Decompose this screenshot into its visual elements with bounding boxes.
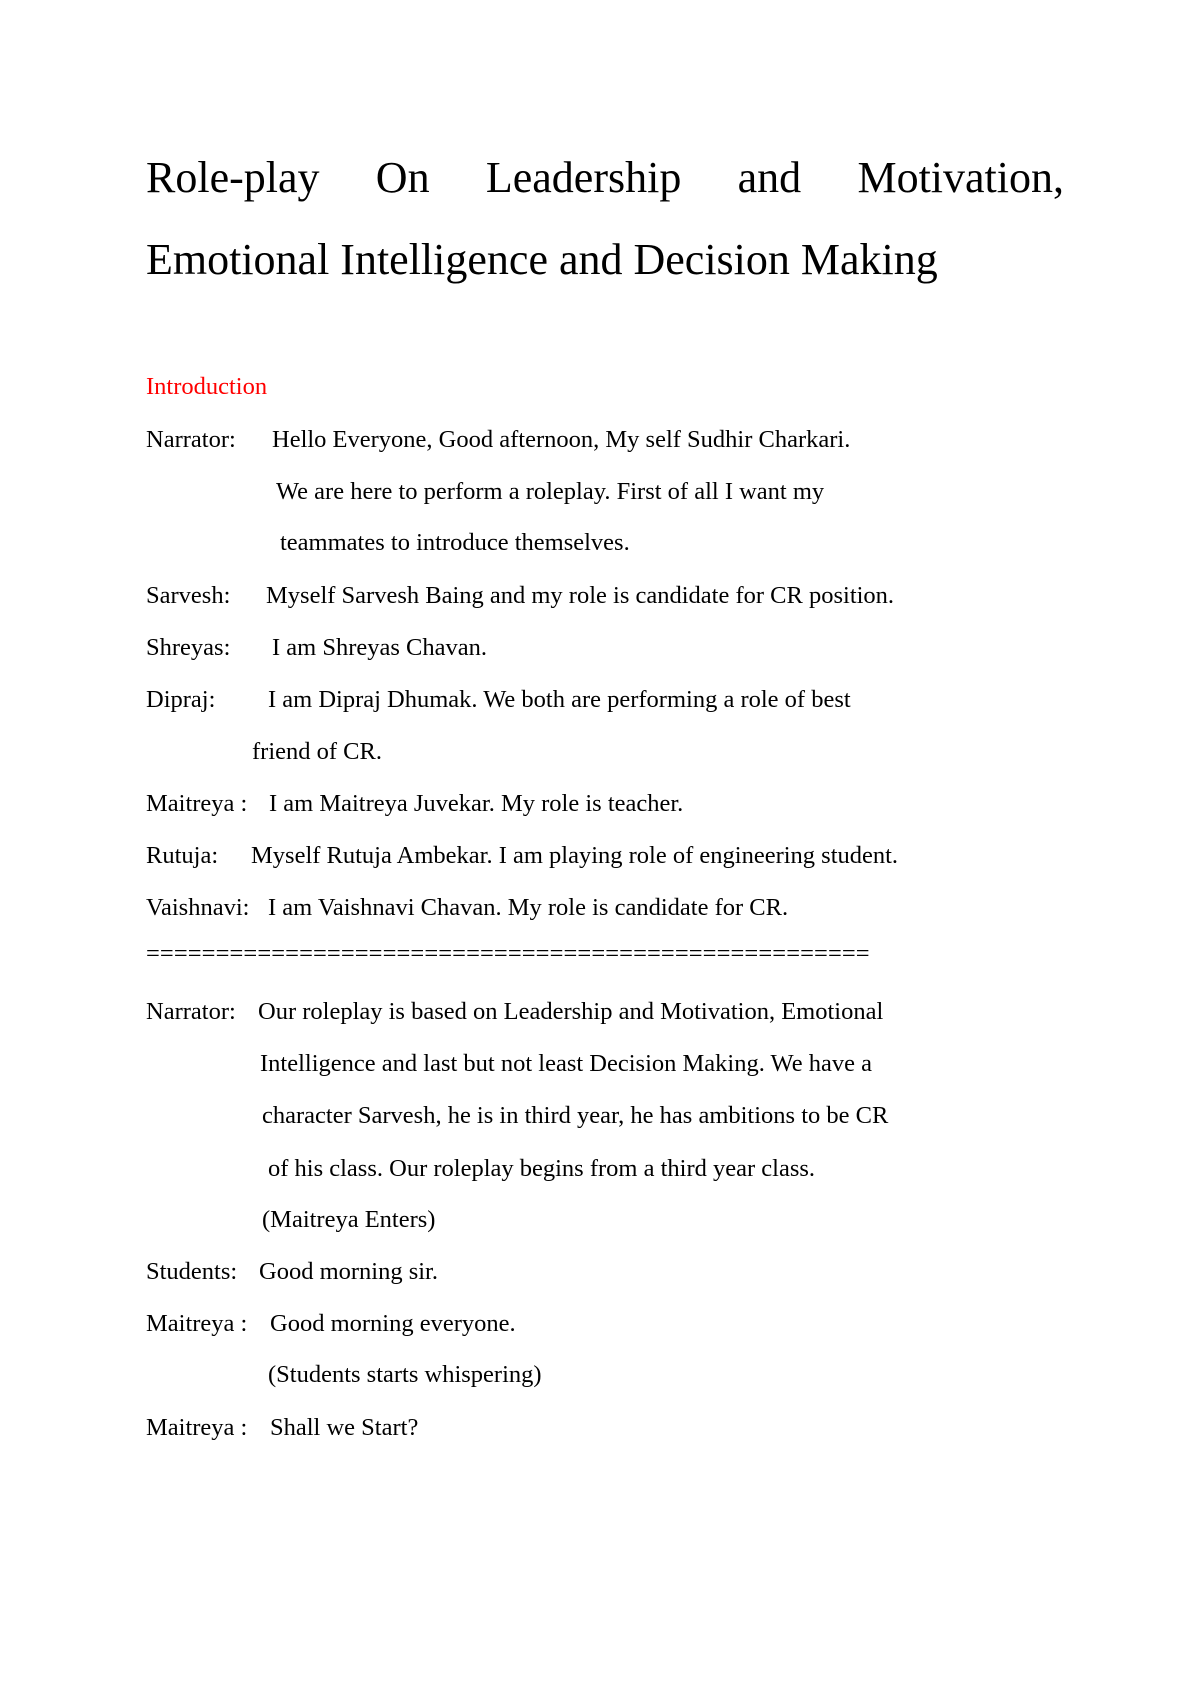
speaker-label: Narrator: xyxy=(146,426,236,453)
separator-line: ==================================================== xyxy=(146,940,870,967)
dialogue-line xyxy=(146,998,884,1025)
stage-direction: (Maitreya Enters) xyxy=(262,1206,436,1233)
dialogue-line xyxy=(146,1414,419,1441)
dialogue-text: I am Vaishnavi Chavan. My role is candidate for CR. xyxy=(268,894,789,921)
dialogue-line xyxy=(146,894,789,921)
speaker-label: Maitreya : xyxy=(146,1414,248,1441)
dialogue-line xyxy=(146,582,895,609)
dialogue-text: I am Maitreya Juvekar. My role is teacher. xyxy=(269,790,684,817)
speaker-label: Sarvesh: xyxy=(146,582,231,609)
dialogue-continuation: teammates to introduce themselves. xyxy=(280,529,630,556)
dialogue-continuation: Intelligence and last but not least Decision Making. We have a xyxy=(260,1050,872,1077)
dialogue-line xyxy=(146,634,487,661)
dialogue-line xyxy=(146,1310,516,1337)
dialogue-text: Good morning sir. xyxy=(259,1258,438,1285)
dialogue-text: Myself Rutuja Ambekar. I am playing role of engineering student. xyxy=(251,842,899,869)
dialogue-line xyxy=(146,790,684,817)
speaker-label: Maitreya : xyxy=(146,790,248,817)
speaker-label: Vaishnavi: xyxy=(146,894,250,921)
dialogue-text: Good morning everyone. xyxy=(270,1310,516,1337)
speaker-label: Maitreya : xyxy=(146,1310,248,1337)
speaker-label: Dipraj: xyxy=(146,686,216,713)
speaker-label: Rutuja: xyxy=(146,842,219,869)
dialogue-text: Myself Sarvesh Baing and my role is candidate for CR position. xyxy=(266,582,895,609)
document-title-line-1: Role-play On Leadership and Motivation, xyxy=(146,153,1064,202)
dialogue-text: Our roleplay is based on Leadership and Motivation, Emotional xyxy=(258,998,884,1025)
dialogue-line xyxy=(146,426,851,453)
dialogue-text: Shall we Start? xyxy=(270,1414,419,1441)
dialogue-text: I am Dipraj Dhumak. We both are performing a role of best xyxy=(268,686,851,713)
speaker-label: Students: xyxy=(146,1258,238,1285)
dialogue-continuation: friend of CR. xyxy=(252,738,382,765)
document-title-line-2: Emotional Intelligence and Decision Making xyxy=(146,235,938,284)
speaker-label: Narrator: xyxy=(146,998,236,1025)
dialogue-text: I am Shreyas Chavan. xyxy=(272,634,487,661)
stage-direction: (Students starts whispering) xyxy=(268,1361,542,1388)
dialogue-continuation: We are here to perform a roleplay. First of all I want my xyxy=(276,478,825,505)
dialogue-continuation: of his class. Our roleplay begins from a third year class. xyxy=(268,1155,816,1182)
dialogue-line xyxy=(146,842,899,869)
dialogue-line xyxy=(146,686,851,713)
dialogue-continuation: character Sarvesh, he is in third year, he has ambitions to be CR xyxy=(262,1102,889,1129)
speaker-label: Shreyas: xyxy=(146,634,231,661)
dialogue-text: Hello Everyone, Good afternoon, My self Sudhir Charkari. xyxy=(272,426,851,453)
dialogue-line xyxy=(146,1258,438,1285)
section-heading-introduction: Introduction xyxy=(146,373,268,400)
